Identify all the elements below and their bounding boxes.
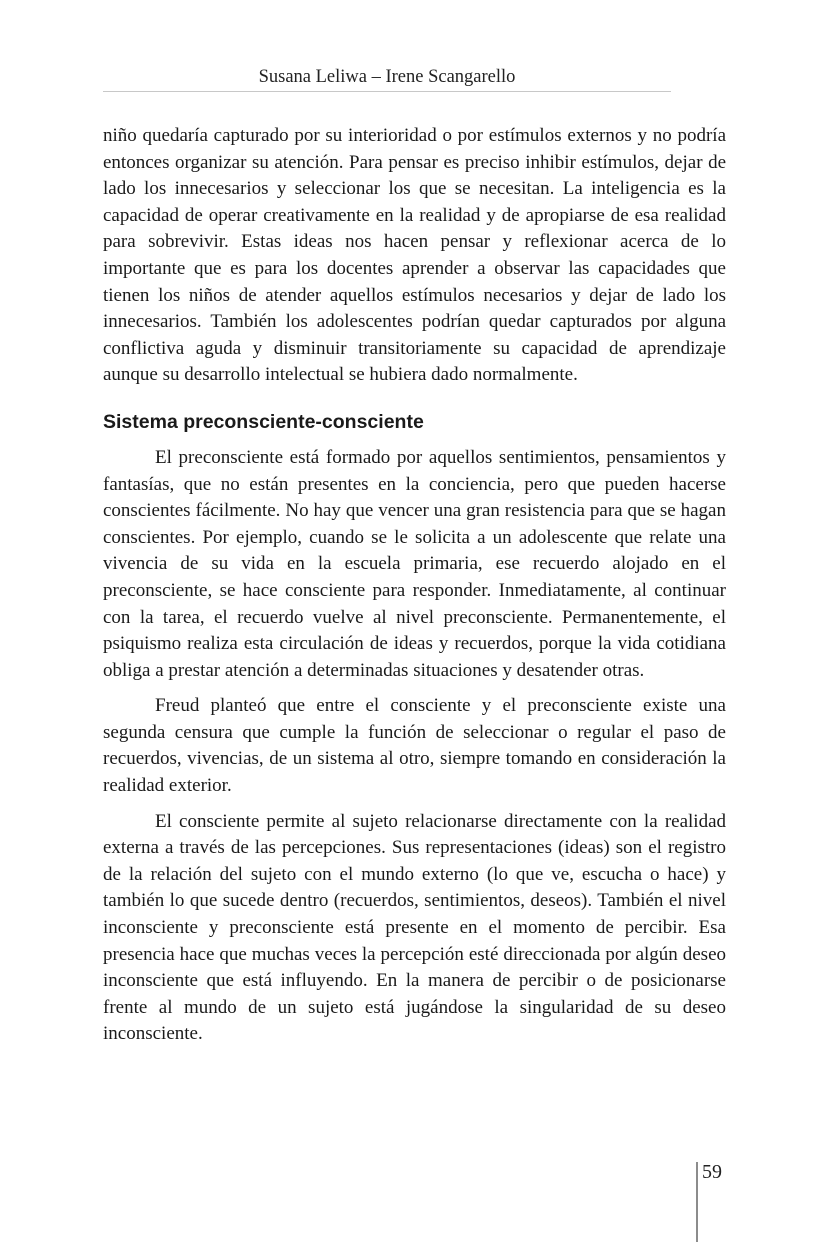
paragraph-freud-censura: Freud planteó que entre el consciente y el preconsciente existe una segunda censura que cumple la función de seleccionar o regular el paso de recuerdos, vivencias, de un sistema al otro, siempre tomando en consideración la realidad exterior. [103,695,726,797]
paragraph-continuation: niño quedaría capturado por su interioridad o por estímulos externos y no podría entonces organizar su atención. Para pensar es preciso inhibir estímulos, dejar de lado los innecesarios y seleccionar los que se necesitan. La inteligencia es la capacidad de operar creativamente en la realidad y de apropiarse de esa realidad para sobrevivir. Estas ideas nos hacen pensar y reflexionar acerca de lo importante que es para los docentes aprender a observar las capacidades que tienen los niños de atender aquellos estímulos necesarios y dejar de lado los innecesarios. También los adolescentes podrían quedar capturados por alguna conflictiva aguda y disminuir transitoriamente su capacidad de aprendizaje aunque su desarrollo intelectual se hubiera dado normalmente. [103,125,726,386]
header-rule [103,91,671,92]
folio-rule [696,1162,698,1242]
paragraph-consciente: El consciente permite al sujeto relacionarse directamente con la realidad externa a través de las percepciones. Sus representaciones (ideas) son el registro de la relación del sujeto con el mundo externo (lo que ve, escucha o hace) y también lo que sucede dentro (recuerdos, sentimientos, deseos). También el nivel inconsciente y preconsciente está presente en el momento de percibir. Esa presencia hace que muchas veces la percepción esté direccionada por algún deseo inconsciente que está influyendo. En la manera de percibir o de posicionarse frente al mundo de un sujeto está jugándose la singularidad de su deseo inconsciente. [103,810,726,1045]
section-heading: Sistema preconsciente-consciente [103,410,424,433]
running-header-title: Susana Leliwa – Irene Scangarello [258,67,516,87]
page-body [103,123,726,1048]
page-number: 59 [702,1161,722,1183]
paragraph-preconsciente: El preconsciente está formado por aquellos sentimientos, pensamientos y fantasías, que no están presentes en la conciencia, pero que pueden hacerse conscientes fácilmente. No hay que vencer una gran resistencia para que se hagan conscientes. Por ejemplo, cuando se le solicita a un adolescente que relate una vivencia de su vida en la escuela primaria, ese recuerdo alojado en el preconsciente, se hace consciente para responder. Inmediatamente, al continuar con la tarea, el recuerdo vuelve al nivel preconsciente. Permanentemente, el psiquismo realiza esta circulación de ideas y recuerdos, porque la vida cotidiana obliga a prestar atención a determinadas situaciones y desatender otras. [103,446,726,681]
